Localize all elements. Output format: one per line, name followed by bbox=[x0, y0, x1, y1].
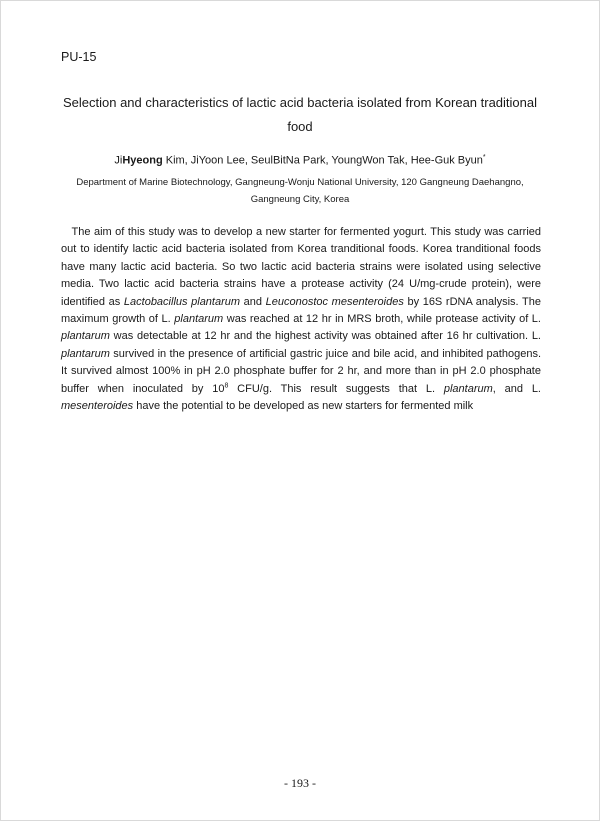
species-name: Leuconostoc mesenteroides bbox=[265, 295, 404, 308]
title-line-1: Selection and characteristics of lactic acid bacteria isolated from Korean traditional bbox=[62, 95, 538, 110]
species-name: plantarum bbox=[443, 382, 493, 395]
author-bold-name: Hyeong bbox=[122, 154, 163, 167]
abstract-body bbox=[61, 224, 541, 415]
species-name: Lactobacillus plantarum bbox=[123, 295, 241, 308]
species-name: plantarum bbox=[61, 347, 110, 360]
title-line-2: food bbox=[287, 119, 313, 134]
abstract-text: The aim of this study was to develop a new starter for fermented yogurt. This study was carried out to identify lactic acid bacteria isolated from Korea tranditional foods. Korea tranditional foods have many lactic acid bacteria. So two lactic acid bacteria strains were isolated using selective media. Two lactic acid bacteria strains have a protease activity (24 U/mg-crude protein), were identified as bbox=[61, 226, 541, 308]
affiliation bbox=[40, 174, 560, 208]
species-name: plantarum bbox=[61, 330, 110, 343]
author-list bbox=[40, 154, 560, 167]
abstract-text: CFU/g. This result suggests that L. bbox=[228, 382, 444, 395]
affiliation-line-1: Department of Marine Biotechnology, Gangneung-Wonju National University, 120 Gangneung Daehangno, bbox=[76, 177, 524, 188]
abstract-code: PU-15 bbox=[61, 50, 97, 64]
author-given: Ji bbox=[114, 154, 123, 167]
exponent: 8 bbox=[224, 382, 229, 389]
abstract-text: have the potential to be developed as new starters for fermented milk bbox=[133, 400, 474, 413]
abstract-text: by 16S rDNA analysis. The maximum growth of L. bbox=[61, 295, 541, 326]
page-number: - 193 - bbox=[284, 776, 316, 790]
abstract-text: and bbox=[240, 295, 266, 308]
species-name: mesenteroides bbox=[61, 400, 134, 413]
corresponding-mark: * bbox=[482, 154, 486, 161]
affiliation-line-2: Gangneung City, Korea bbox=[250, 194, 350, 205]
author-rest: Kim, JiYoon Lee, SeulBitNa Park, YoungWon Tak, Hee-Guk Byun bbox=[162, 154, 483, 167]
abstract-text: survived in the presence of artificial gastric juice and bile acid, and inhibited pathogens. It survived almost 100% in pH 2.0 phosphate buffer for 2 hr, and more than in pH 2.0 phosphate buffer when inoculated by 10 bbox=[61, 347, 541, 395]
paper-title bbox=[55, 91, 545, 139]
abstract-text: , and L. bbox=[492, 382, 541, 395]
abstract-text: was detectable at 12 hr and the highest activity was obtained after 16 hr cultivation. L. bbox=[109, 330, 541, 343]
abstract-text: was reached at 12 hr in MRS broth, while protease activity of L. bbox=[223, 313, 541, 326]
species-name: plantarum bbox=[174, 313, 224, 326]
